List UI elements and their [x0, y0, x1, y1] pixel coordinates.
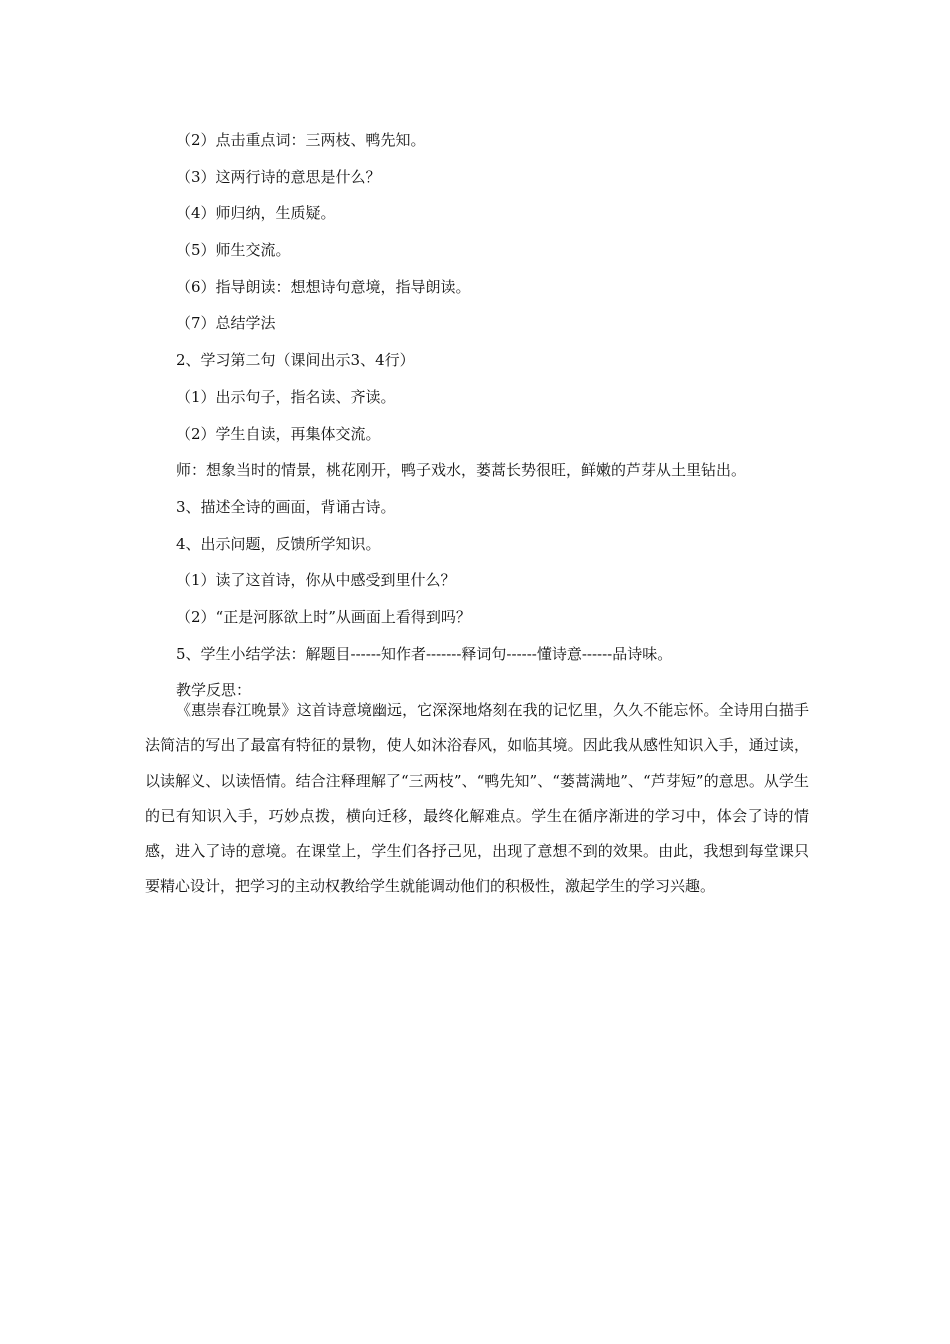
step-line: 3、描述全诗的画面，背诵古诗。	[176, 497, 396, 516]
reflection-paragraph: 《惠崇春江晚景》这首诗意境幽远，它深深地烙刻在我的记忆里，久久不能忘怀。全诗用白描手法简洁的写出了最富有特征的景物，使人如沐浴春风，如临其境。因此我从感性知识入手，通过读，以读解义、以读悟情。结合注释理解了“三两枝”、“鸭先知”、“蒌蒿满地”、“芦芽短”的意思。从学生的已有知识入手，巧妙点拨，横向迁移，最终化解难点。学生在循序渐进的学习中，体会了诗的情感，进入了诗的意境。在课堂上，学生们各抒己见，出现了意想不到的效果。由此，我想到每堂课只要精心设计，把学习的主动权教给学生就能调动他们的积极性，激起学生的学习兴趣。	[145, 701, 809, 896]
step-line: 4、出示问题，反馈所学知识。	[176, 534, 381, 553]
step-line: （5）师生交流。	[176, 241, 291, 260]
step-line: （6）指导朗读：想想诗句意境，指导朗读。	[176, 277, 471, 296]
step-line: 5、学生小结学法：解题目------知作者-------释词句------懂诗意------品诗味。	[176, 644, 673, 663]
step-line: （1）读了这首诗，你从中感受到里什么？	[176, 571, 456, 590]
step-line: （3）这两行诗的意思是什么？	[176, 167, 381, 186]
step-line: （2）点击重点词：三两枝、鸭先知。	[176, 131, 426, 149]
step-line: （1）出示句子，指名读、齐读。	[176, 387, 396, 406]
step-line: （7）总结学法	[176, 314, 276, 333]
step-line: 师：想象当时的情景，桃花刚开，鸭子戏水，蒌蒿长势很旺，鲜嫩的芦芽从土里钻出。	[176, 461, 747, 480]
step-line: （4）师归纳，生质疑。	[176, 204, 336, 223]
step-line: 2、学习第二句（课间出示3、4行）	[176, 351, 415, 370]
lesson-steps	[0, 122, 950, 709]
reflection-heading: 教学反思：	[176, 681, 252, 700]
step-line: （2）学生自读，再集体交流。	[176, 424, 381, 443]
step-line: （2）“正是河豚欲上时”从画面上看得到吗？	[176, 607, 471, 626]
